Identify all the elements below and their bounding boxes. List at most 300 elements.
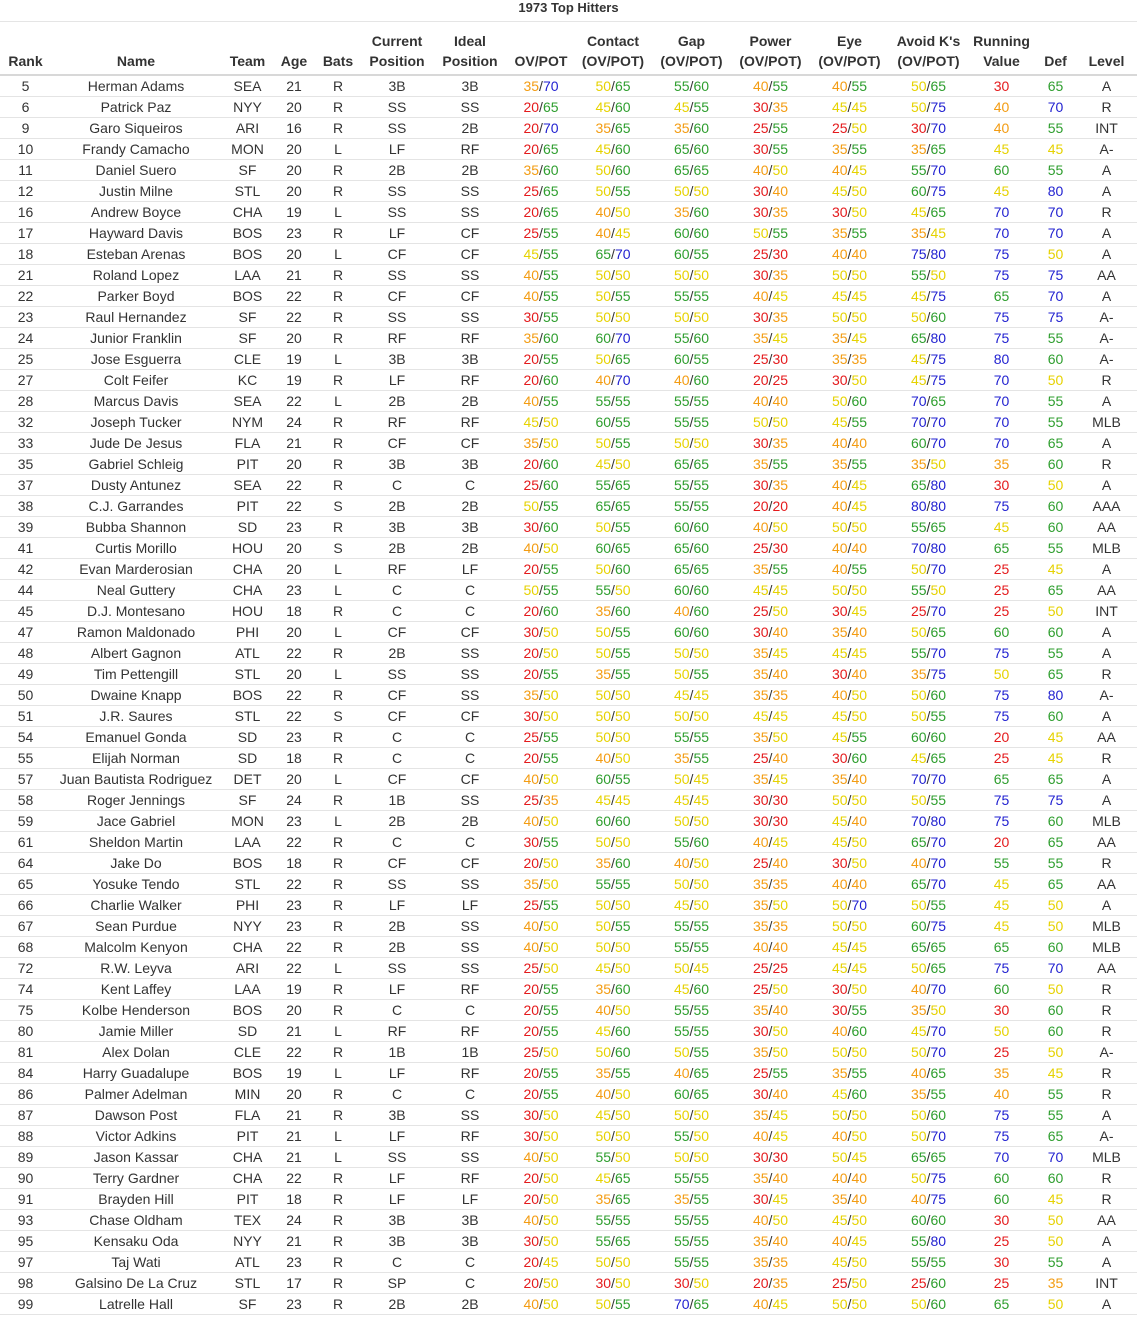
cell-rank: 54 [0,727,51,748]
cell-def: 65 [1035,832,1076,853]
cell-age: 24 [274,1210,314,1231]
cell-pow [731,97,810,118]
rating-separator: / [611,435,615,451]
cell-lvl: INT [1076,1273,1137,1294]
cell-cur: C [362,601,432,622]
rating-ov: 40 [831,561,848,577]
cell-cur: 1B [362,1042,432,1063]
cell-ov [508,937,574,958]
column-header-ideal[interactable]: Ideal Position [432,22,508,75]
rating-pot: 75 [930,372,947,388]
rating-ov: 40 [595,204,612,220]
rating-separator: / [768,750,773,766]
rating-separator: / [926,1275,931,1291]
rating-ov: 35 [595,120,612,136]
rating-separator: / [689,939,694,955]
cell-ideal: SS [432,202,508,223]
cell-def: 55 [1035,118,1076,139]
cell-run: 35 [968,454,1035,475]
rating-ov: 35 [752,1233,769,1249]
column-header-rank[interactable]: Rank [0,22,51,75]
rating-pot: 45 [693,960,710,976]
cell-cur: SS [362,664,432,685]
rating-separator: / [689,393,694,409]
rating-separator: / [539,1107,543,1123]
table-row [0,1294,1137,1315]
table-body [0,75,1137,1315]
cell-ideal: RF [432,979,508,1000]
cell-name: Tim Pettengill [51,664,221,685]
rating-ov: 50 [595,309,612,325]
table-row [0,748,1137,769]
cell-con [574,601,652,622]
rating-pot: 60 [614,561,631,577]
rating-pot: 60 [851,750,868,766]
rating-ov: 50 [831,393,848,409]
cell-ov [508,559,574,580]
cell-avk [889,496,968,517]
rating-separator: / [539,1002,543,1018]
cell-def: 45 [1035,139,1076,160]
rating-pot: 55 [614,645,631,661]
rating-ov: 40 [752,162,769,178]
cell-lvl: R [1076,202,1137,223]
rating-ov: 50 [910,309,927,325]
column-header-gap[interactable]: Gap (OV/POT) [652,22,731,75]
cell-con [574,706,652,727]
cell-ov [508,664,574,685]
cell-avk [889,811,968,832]
rating-pot: 55 [693,288,710,304]
cell-lvl: AA [1076,580,1137,601]
rating-ov: 40 [752,939,769,955]
cell-avk [889,97,968,118]
cell-age: 20 [274,664,314,685]
rating-ov: 40 [523,288,540,304]
rating-ov: 35 [752,1002,769,1018]
cell-gap [652,874,731,895]
rating-ov: 30 [831,372,848,388]
cell-name: D.J. Montesano [51,601,221,622]
rating-separator: / [768,99,773,115]
table-row [0,475,1137,496]
rating-pot: 50 [851,981,868,997]
rating-pot: 70 [930,834,947,850]
rating-ov: 35 [831,771,848,787]
rating-separator: / [689,960,694,976]
cell-avk [889,1189,968,1210]
table-row [0,1126,1137,1147]
rating-ov: 55 [595,876,612,892]
cell-avk [889,223,968,244]
rating-ov: 35 [910,141,927,157]
rating-pot: 55 [542,834,559,850]
rating-ov: 45 [752,708,769,724]
cell-ideal: RF [432,1126,508,1147]
table-row [0,1000,1137,1021]
column-header-pow[interactable]: Power (OV/POT) [731,22,810,75]
rating-pot: 50 [542,1296,559,1312]
rating-pot: 55 [542,981,559,997]
cell-team: SEA [221,475,274,496]
cell-name: Kensaku Oda [51,1231,221,1252]
rating-pot: 50 [542,708,559,724]
cell-eye [810,958,889,979]
rating-ov: 35 [673,750,690,766]
cell-avk [889,454,968,475]
rating-pot: 50 [542,771,559,787]
cell-bats: L [314,391,362,412]
rating-separator: / [926,645,931,661]
cell-def: 50 [1035,1210,1076,1231]
rating-pot: 55 [542,1002,559,1018]
cell-def: 65 [1035,1126,1076,1147]
cell-gap [652,937,731,958]
cell-rank: 38 [0,496,51,517]
cell-ov [508,958,574,979]
rating-separator: / [847,729,852,745]
cell-ideal: SS [432,874,508,895]
cell-rank: 16 [0,202,51,223]
rating-ov: 50 [910,78,927,94]
table-row [0,916,1137,937]
column-header-lvl[interactable]: Level [1076,22,1137,75]
table-row [0,454,1137,475]
cell-pow [731,1252,810,1273]
column-header-team[interactable]: Team [221,22,274,75]
rating-separator: / [926,750,931,766]
cell-gap [652,811,731,832]
rating-separator: / [689,288,694,304]
rating-separator: / [611,561,615,577]
rating-pot: 65 [930,78,947,94]
rating-separator: / [611,204,615,220]
cell-con [574,139,652,160]
rating-ov: 45 [673,792,690,808]
rating-ov: 50 [831,792,848,808]
rating-separator: / [539,267,543,283]
cell-gap [652,1000,731,1021]
rating-separator: / [926,246,931,262]
cell-bats: R [314,937,362,958]
rating-separator: / [768,351,773,367]
rating-ov: 25 [752,351,769,367]
rating-ov: 35 [523,435,540,451]
cell-team: STL [221,181,274,202]
rating-separator: / [539,183,543,199]
cell-con [574,937,652,958]
cell-avk [889,328,968,349]
cell-con [574,496,652,517]
cell-rank: 55 [0,748,51,769]
rating-pot: 55 [693,414,710,430]
cell-con [574,1147,652,1168]
rating-pot: 55 [693,729,710,745]
rating-separator: / [611,456,615,472]
rating-pot: 55 [851,1065,868,1081]
cell-rank: 27 [0,370,51,391]
cell-lvl: A [1076,75,1137,97]
cell-pow [731,118,810,139]
cell-name: Juan Bautista Rodriguez [51,769,221,790]
cell-run: 20 [968,832,1035,853]
rating-ov: 50 [910,99,927,115]
column-header-def[interactable]: Def [1035,22,1076,75]
cell-bats: R [314,160,362,181]
rating-ov: 35 [910,666,927,682]
rating-pot: 60 [542,372,559,388]
cell-ov [508,286,574,307]
rating-separator: / [847,1086,852,1102]
cell-team: HOU [221,538,274,559]
rating-separator: / [768,561,773,577]
rating-ov: 55 [673,393,690,409]
rating-ov: 50 [673,771,690,787]
cell-avk [889,769,968,790]
cell-gap [652,370,731,391]
cell-gap [652,958,731,979]
rating-pot: 65 [542,183,559,199]
cell-team: PIT [221,496,274,517]
cell-con [574,1273,652,1294]
cell-cur: LF [362,370,432,391]
column-header-con[interactable]: Contact (OV/POT) [574,22,652,75]
rating-separator: / [689,435,694,451]
cell-gap [652,1084,731,1105]
rating-pot: 60 [614,162,631,178]
rating-pot: 50 [542,876,559,892]
cell-name: Albert Gagnon [51,643,221,664]
cell-eye [810,1084,889,1105]
cell-avk [889,1063,968,1084]
cell-ideal: SS [432,1105,508,1126]
rating-pot: 55 [542,351,559,367]
rating-pot: 50 [542,960,559,976]
rating-pot: 55 [693,918,710,934]
rating-separator: / [926,309,931,325]
rating-ov: 25 [523,183,540,199]
rating-ov: 40 [595,1002,612,1018]
cell-ov [508,643,574,664]
cell-con [574,160,652,181]
rating-ov: 50 [831,1296,848,1312]
column-header-age[interactable]: Age [274,22,314,75]
rating-pot: 55 [930,708,947,724]
table-row [0,517,1137,538]
cell-con [574,1084,652,1105]
cell-ideal: SS [432,937,508,958]
cell-avk [889,916,968,937]
cell-rank: 33 [0,433,51,454]
cell-team: KC [221,370,274,391]
cell-def: 80 [1035,685,1076,706]
rating-ov: 40 [831,162,848,178]
rating-separator: / [926,99,931,115]
cell-avk [889,349,968,370]
rating-ov: 25 [752,855,769,871]
rating-separator: / [539,120,543,136]
cell-gap [652,622,731,643]
rating-ov: 60 [910,1212,927,1228]
cell-pow [731,832,810,853]
rating-pot: 55 [614,183,631,199]
column-header-eye[interactable]: Eye (OV/POT) [810,22,889,75]
rating-pot: 70 [930,414,947,430]
cell-ideal: 3B [432,75,508,97]
rating-pot: 35 [772,204,789,220]
rating-ov: 30 [595,1275,612,1291]
cell-bats: R [314,1273,362,1294]
cell-bats: R [314,181,362,202]
rating-ov: 25 [831,1275,848,1291]
rating-separator: / [539,1212,543,1228]
rating-separator: / [539,897,543,913]
cell-ov [508,1294,574,1315]
cell-con [574,748,652,769]
column-header-name[interactable]: Name [51,22,221,75]
cell-pow [731,433,810,454]
hitters-table [0,22,1137,1315]
cell-age: 19 [274,202,314,223]
rating-pot: 40 [772,855,789,871]
cell-lvl: AA [1076,517,1137,538]
cell-pow [731,538,810,559]
rating-ov: 35 [595,981,612,997]
cell-def: 80 [1035,181,1076,202]
cell-def: 45 [1035,559,1076,580]
cell-cur: 2B [362,1294,432,1315]
rating-separator: / [847,456,852,472]
cell-team: BOS [221,223,274,244]
rating-pot: 50 [614,750,631,766]
cell-rank: 93 [0,1210,51,1231]
rating-pot: 55 [772,78,789,94]
cell-lvl: AA [1076,874,1137,895]
rating-pot: 65 [542,204,559,220]
cell-cur: 2B [362,643,432,664]
rating-separator: / [926,1128,931,1144]
rating-pot: 80 [930,477,947,493]
cell-team: CHA [221,202,274,223]
rating-ov: 35 [752,729,769,745]
rating-pot: 40 [851,666,868,682]
rating-pot: 50 [542,813,559,829]
rating-ov: 40 [523,918,540,934]
rating-pot: 50 [851,582,868,598]
cell-team: BOS [221,685,274,706]
cell-run: 75 [968,496,1035,517]
table-row [0,1231,1137,1252]
rating-ov: 55 [673,834,690,850]
rating-ov: 50 [595,1254,612,1270]
cell-rank: 58 [0,790,51,811]
cell-age: 18 [274,853,314,874]
cell-pow [731,685,810,706]
rating-pot: 55 [614,288,631,304]
cell-def: 65 [1035,769,1076,790]
column-header-ov[interactable]: OV/POT [508,22,574,75]
cell-ideal: 2B [432,811,508,832]
rating-separator: / [689,519,694,535]
rating-ov: 65 [910,1149,927,1165]
cell-ov [508,1042,574,1063]
rating-pot: 50 [542,624,559,640]
column-header-avk[interactable]: Avoid K's (OV/POT) [889,22,968,75]
cell-con [574,580,652,601]
rating-pot: 50 [614,267,631,283]
rating-pot: 55 [851,414,868,430]
cell-lvl: A [1076,475,1137,496]
cell-ov [508,75,574,97]
rating-ov: 20 [523,666,540,682]
cell-team: NYY [221,1231,274,1252]
rating-ov: 45 [831,99,848,115]
rating-pot: 60 [614,99,631,115]
rating-ov: 55 [673,1170,690,1186]
cell-cur: CF [362,244,432,265]
rating-ov: 50 [831,1044,848,1060]
rating-separator: / [539,519,543,535]
cell-con [574,979,652,1000]
rating-separator: / [768,876,773,892]
rating-separator: / [611,78,615,94]
rating-pot: 55 [614,1296,631,1312]
cell-pow [731,622,810,643]
rating-pot: 60 [693,540,710,556]
rating-ov: 50 [595,687,612,703]
table-row [0,349,1137,370]
rating-pot: 65 [693,456,710,472]
rating-ov: 55 [595,477,612,493]
table-row [0,580,1137,601]
cell-bats: L [314,580,362,601]
column-header-bats[interactable]: Bats [314,22,362,75]
cell-eye [810,97,889,118]
rating-separator: / [689,687,694,703]
cell-con [574,349,652,370]
rating-pot: 60 [542,603,559,619]
rating-ov: 20 [523,1023,540,1039]
cell-eye [810,706,889,727]
cell-def: 70 [1035,286,1076,307]
cell-pow [731,1210,810,1231]
table-row [0,139,1137,160]
rating-ov: 50 [910,1170,927,1186]
rating-ov: 55 [910,519,927,535]
rating-pot: 50 [614,687,631,703]
cell-con [574,727,652,748]
cell-lvl: A- [1076,307,1137,328]
cell-cur: CF [362,433,432,454]
cell-age: 20 [274,244,314,265]
rating-ov: 60 [595,771,612,787]
rating-pot: 50 [693,183,710,199]
rating-separator: / [847,624,852,640]
cell-gap [652,643,731,664]
column-header-cur[interactable]: Current Position [362,22,432,75]
rating-separator: / [926,540,931,556]
cell-def: 50 [1035,916,1076,937]
rating-ov: 65 [910,330,927,346]
cell-age: 22 [274,958,314,979]
rating-separator: / [539,981,543,997]
rating-pot: 45 [693,771,710,787]
cell-age: 22 [274,286,314,307]
rating-separator: / [611,582,615,598]
column-header-run[interactable]: Running Value [968,22,1035,75]
cell-name: Kent Laffey [51,979,221,1000]
rating-pot: 65 [614,120,631,136]
